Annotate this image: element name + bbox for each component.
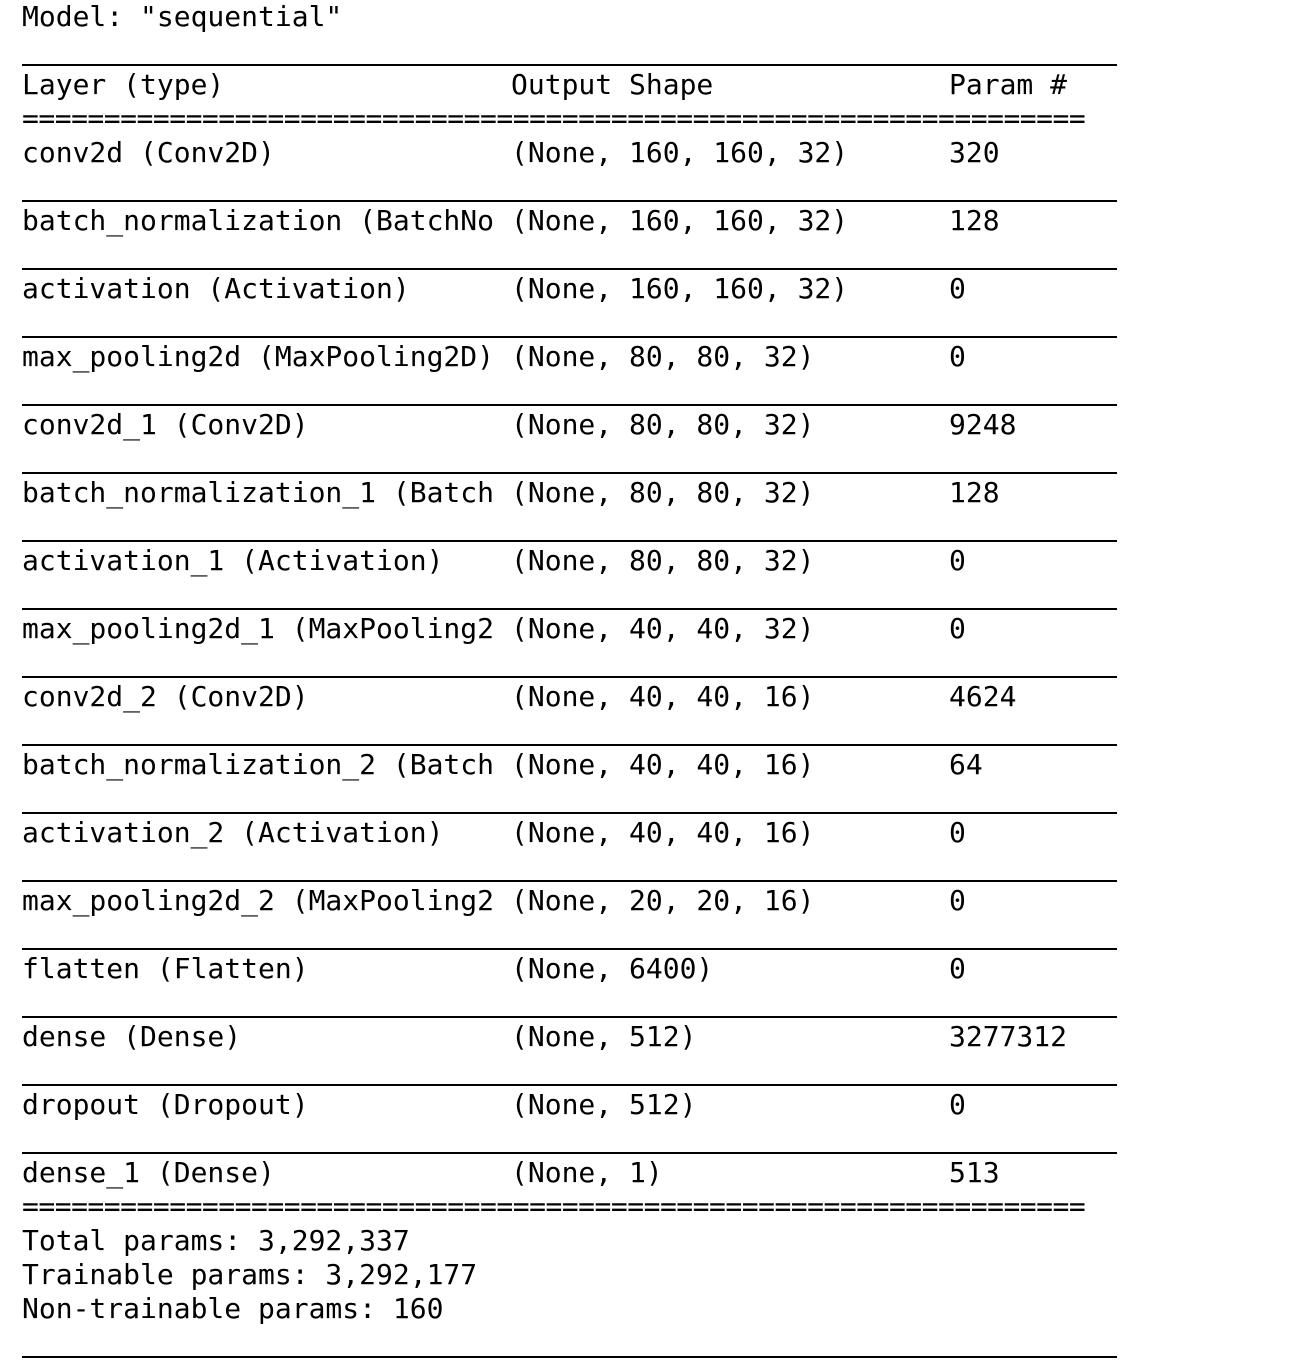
table-row xyxy=(22,884,1117,918)
row-separator xyxy=(22,850,1117,884)
row-separator xyxy=(22,714,1117,748)
totals xyxy=(22,1224,1117,1326)
model-summary xyxy=(22,0,1117,1360)
layer-output-shape: (None, 40, 40, 16) xyxy=(511,816,815,849)
non-trainable-params: Non-trainable params: 160 xyxy=(22,1292,444,1325)
layer-params: 0 xyxy=(949,816,966,849)
layer-output-shape: (None, 80, 80, 32) xyxy=(511,476,815,509)
table-row xyxy=(22,816,1117,850)
layer-table xyxy=(22,136,1117,1190)
layer-params: 3277312 xyxy=(949,1020,1068,1053)
row-separator xyxy=(22,238,1117,272)
layer-params: 320 xyxy=(949,136,1000,169)
layer-output-shape: (None, 160, 160, 32) xyxy=(511,204,849,237)
layer-output-shape: (None, 40, 40, 16) xyxy=(511,748,815,781)
layer-params: 4624 xyxy=(949,680,1017,713)
table-row xyxy=(22,1156,1117,1190)
table-row xyxy=(22,1088,1117,1122)
layer-name: activation_2 (Activation) xyxy=(22,816,444,849)
row-separator xyxy=(22,170,1117,204)
layer-output-shape: (None, 40, 40, 32) xyxy=(511,612,815,645)
layer-params: 0 xyxy=(949,340,966,373)
model-title: Model: "sequential" xyxy=(22,0,343,33)
layer-params: 0 xyxy=(949,884,966,917)
layer-name: activation (Activation) xyxy=(22,272,410,305)
layer-params: 0 xyxy=(949,612,966,645)
layer-name: activation_1 (Activation) xyxy=(22,544,444,577)
table-row xyxy=(22,340,1117,374)
layer-output-shape: (None, 20, 20, 16) xyxy=(511,884,815,917)
footer-equals-rule: ================================================================= xyxy=(22,1190,1086,1223)
row-separator xyxy=(22,1054,1117,1088)
layer-params: 0 xyxy=(949,1088,966,1121)
table-row xyxy=(22,204,1117,238)
table-row xyxy=(22,680,1117,714)
header-layer: Layer (type) xyxy=(22,68,225,101)
layer-name: max_pooling2d_1 (MaxPooling2 xyxy=(22,612,495,645)
layer-params: 128 xyxy=(949,204,1000,237)
layer-output-shape: (None, 80, 80, 32) xyxy=(511,544,815,577)
layer-output-shape: (None, 512) xyxy=(511,1088,697,1121)
row-separator xyxy=(22,1122,1117,1156)
row-separator xyxy=(22,782,1117,816)
layer-name: batch_normalization (BatchNo xyxy=(22,204,495,237)
table-row xyxy=(22,272,1117,306)
layer-output-shape: (None, 40, 40, 16) xyxy=(511,680,815,713)
layer-output-shape: (None, 1) xyxy=(511,1156,663,1189)
trainable-params: Trainable params: 3,292,177 xyxy=(22,1258,478,1291)
row-separator xyxy=(22,646,1117,680)
layer-params: 0 xyxy=(949,952,966,985)
table-row xyxy=(22,612,1117,646)
layer-output-shape: (None, 160, 160, 32) xyxy=(511,272,849,305)
table-row xyxy=(22,1020,1117,1054)
header-row xyxy=(22,68,1117,102)
table-row xyxy=(22,748,1117,782)
table-row xyxy=(22,952,1117,986)
layer-params: 128 xyxy=(949,476,1000,509)
row-separator xyxy=(22,374,1117,408)
top-rule xyxy=(22,34,1117,68)
row-separator xyxy=(22,510,1117,544)
layer-name: max_pooling2d_2 (MaxPooling2 xyxy=(22,884,495,917)
row-separator xyxy=(22,578,1117,612)
layer-output-shape: (None, 160, 160, 32) xyxy=(511,136,849,169)
bottom-rule xyxy=(22,1326,1117,1360)
layer-params: 9248 xyxy=(949,408,1017,441)
row-separator xyxy=(22,918,1117,952)
layer-name: conv2d_1 (Conv2D) xyxy=(22,408,309,441)
total-params: Total params: 3,292,337 xyxy=(22,1224,410,1257)
layer-output-shape: (None, 512) xyxy=(511,1020,697,1053)
table-row xyxy=(22,476,1117,510)
layer-output-shape: (None, 6400) xyxy=(511,952,714,985)
layer-name: conv2d_2 (Conv2D) xyxy=(22,680,309,713)
layer-params: 0 xyxy=(949,272,966,305)
layer-name: dropout (Dropout) xyxy=(22,1088,309,1121)
header-output-shape: Output Shape xyxy=(511,68,714,101)
layer-name: batch_normalization_1 (Batch xyxy=(22,476,495,509)
layer-params: 513 xyxy=(949,1156,1000,1189)
header-params: Param # xyxy=(949,68,1068,101)
layer-params: 64 xyxy=(949,748,983,781)
layer-name: max_pooling2d (MaxPooling2D) xyxy=(22,340,495,373)
row-separator xyxy=(22,442,1117,476)
layer-params: 0 xyxy=(949,544,966,577)
row-separator xyxy=(22,306,1117,340)
layer-name: flatten (Flatten) xyxy=(22,952,309,985)
layer-output-shape: (None, 80, 80, 32) xyxy=(511,340,815,373)
layer-name: conv2d (Conv2D) xyxy=(22,136,275,169)
layer-name: batch_normalization_2 (Batch xyxy=(22,748,495,781)
table-row xyxy=(22,408,1117,442)
layer-output-shape: (None, 80, 80, 32) xyxy=(511,408,815,441)
layer-name: dense_1 (Dense) xyxy=(22,1156,275,1189)
table-row xyxy=(22,136,1117,170)
header-equals-rule: ================================================================= xyxy=(22,102,1086,135)
row-separator xyxy=(22,986,1117,1020)
table-row xyxy=(22,544,1117,578)
layer-name: dense (Dense) xyxy=(22,1020,242,1053)
